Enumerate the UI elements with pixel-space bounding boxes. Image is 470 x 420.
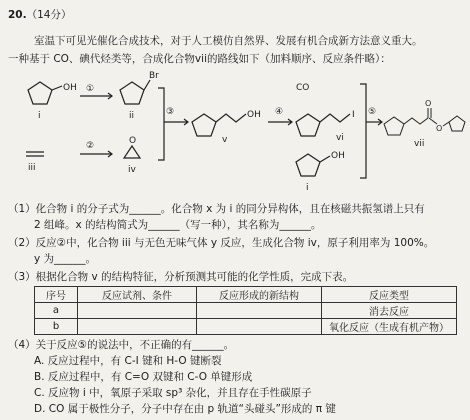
option-a: A. 反应过程中，有 C-I 键和 H-O 键断裂 [34,355,222,367]
q2-line-2: y 为______。 [34,253,97,265]
table-cell [197,319,322,335]
co-reagent: CO [296,83,310,93]
compound-i-reagent-oh: OH [331,151,345,161]
question-header [8,8,71,22]
table-cell: 氧化反应（生成有机产物） [322,319,457,335]
compound-ii-br: Br [149,71,159,81]
question-score: （14分） [26,9,72,21]
table-row [35,319,457,335]
compound-vi-i: I [352,110,355,120]
step-1-label: ① [86,84,95,94]
compound-iv [124,136,140,175]
label-vi: vi [336,133,344,143]
table-cell [78,303,197,319]
label-ii: ii [129,111,135,121]
table-header: 序号 [35,287,78,303]
label-iv: iv [128,165,136,175]
table-row [35,303,457,319]
table-cell: 消去反应 [322,303,457,319]
label-v: v [222,135,228,145]
compound-vii-ester-o: O [436,124,443,133]
option-d: D. CO 属于极性分子，分子中存在由 p 轨道“头碰头”形成的 π 键 [34,403,336,415]
table-cell [197,303,322,319]
compound-ii [120,71,159,121]
q1-line-1: （1）化合物 i 的分子式为______。化合物 x 为 i 的同分异构体，且在核磁共振氢谱上只有 [8,203,425,215]
option-c: C. 反应物 i 中，氧原子采取 sp³ 杂化，并且存在手性碳原子 [34,387,312,399]
table-cell: b [35,319,78,335]
compound-iv-o: O [129,136,137,146]
table-cell [78,319,197,335]
intro-line-2: 一种基于 CO、碘代烃类等，合成化合物vii的路线如下（加料顺序、反应条件略）： [8,53,391,65]
intro-line-1: 室温下可见光催化合成技术，对于人工模仿自然界、发展有机合成新方法意义重大。 [34,35,423,47]
table-header: 反应形成的新结构 [197,287,322,303]
q3-line: （3）根据化合物 v 的结构特征，分析预测其可能的化学性质，完成下表。 [8,271,354,283]
synthesis-scheme [0,70,470,200]
question-number: 20. [8,9,27,21]
table-cell: a [35,303,78,319]
table-header: 反应试剂、条件 [78,287,197,303]
option-b: B. 反应过程中，有 C=O 双键和 C-O 单键形成 [34,371,253,383]
compound-iii [26,152,44,173]
step-3-label: ③ [166,107,175,117]
compound-v-oh: OH [247,110,261,120]
compound-i [28,82,77,121]
table-header: 反应类型 [322,287,457,303]
compound-v [192,110,261,145]
q4-line: （4）关于反应⑤的说法中，不正确的有______。 [8,339,235,351]
compound-vi [296,110,355,143]
q2-line-1: （2）反应②中，化合物 iii 与无色无味气体 y 反应，生成化合物 iv，原子利用率为 100%。 [8,237,435,249]
label-iii: iii [28,163,36,173]
step-5-label: ⑤ [368,107,377,117]
label-i-again: i [306,183,309,193]
label-vii: vii [414,139,425,149]
q1-line-2: 2 组峰。x 的结构简式为______（写一种），其名称为______。 [34,219,322,231]
compound-vii [384,99,465,149]
step-4-label: ④ [275,107,284,117]
table-header-row [35,287,457,303]
compound-i-reagent [296,151,345,193]
compound-vii-carbonyl-o: O [425,99,432,108]
step-2-label: ② [86,141,95,151]
label-i: i [38,111,41,121]
compound-i-oh: OH [63,83,77,93]
properties-table [34,286,457,335]
